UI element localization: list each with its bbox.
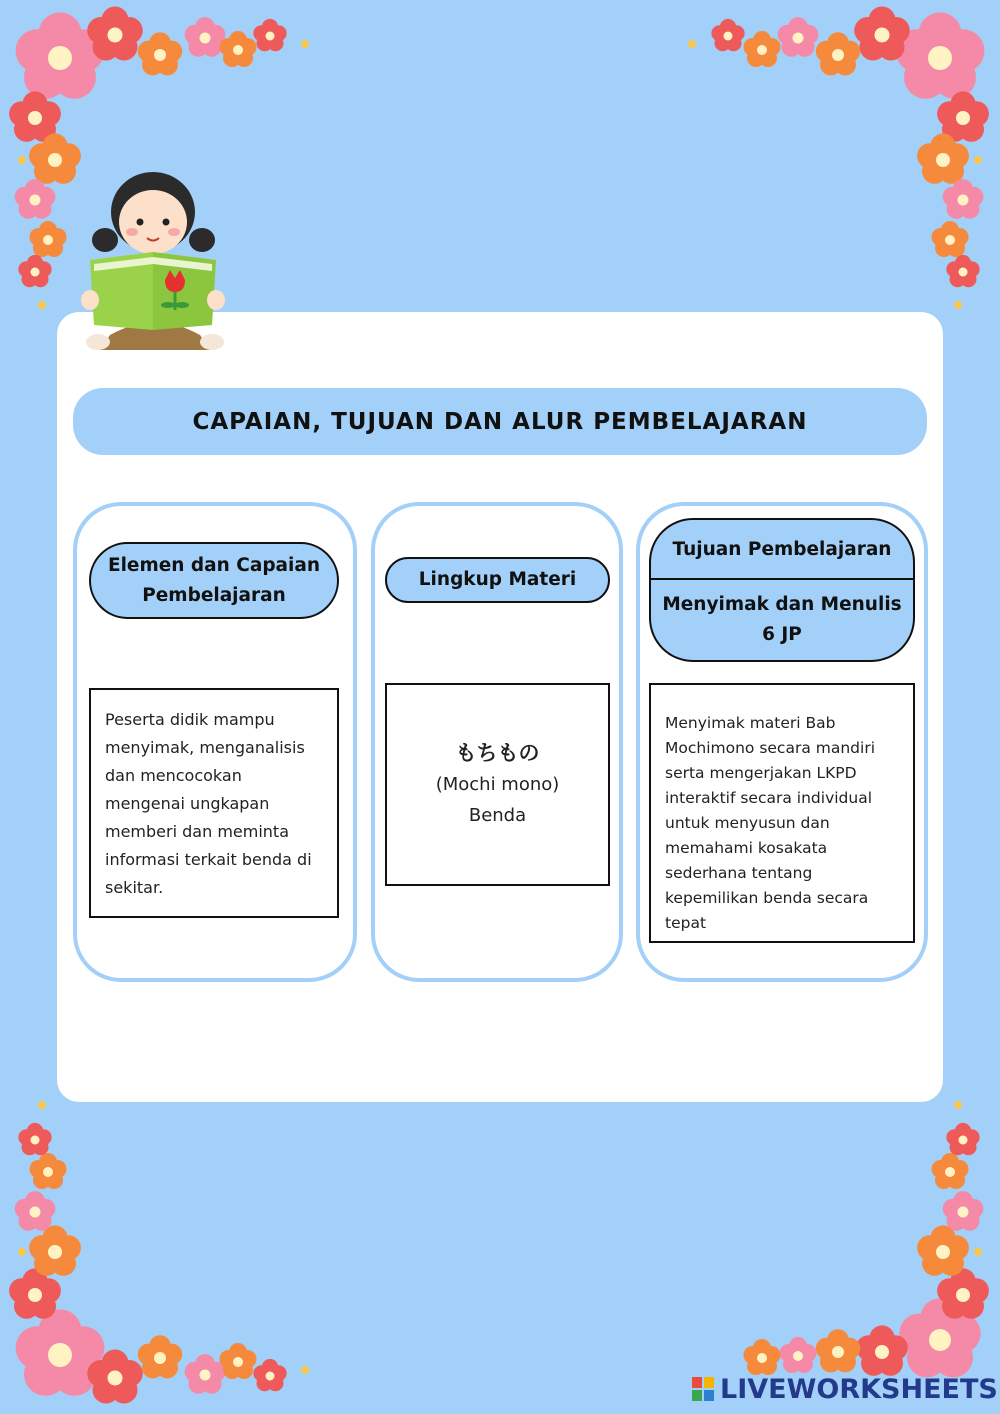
materi-japanese: もちもの (455, 741, 540, 765)
header-lingkup-materi (385, 557, 610, 603)
title-banner (73, 388, 927, 455)
tujuan-text-box (649, 683, 915, 943)
header-tujuan-label: Tujuan Pembelajaran (651, 520, 913, 580)
header-elemen-line2: Pembelajaran (142, 584, 286, 606)
elemen-capaian-text: Peserta didik mampu menyimak, menganalisis dan mencocokan mengenai ungkapan memberi dan meminta informasi terkait benda di sekitar. (105, 710, 312, 897)
brand-name: LIVEWORKSHEETS (720, 1373, 998, 1405)
page-title: CAPAIAN, TUJUAN DAN ALUR PEMBELAJARAN (192, 408, 808, 435)
lingkup-materi-text-box (385, 683, 610, 886)
header-tujuan-sub (651, 580, 913, 660)
header-tujuan-sub-line1: Menyimak dan Menulis (662, 594, 902, 615)
materi-romaji: (Mochi mono) (435, 774, 560, 795)
header-elemen-line1: Elemen dan Capaian (107, 554, 321, 576)
liveworksheets-logo-icon (692, 1375, 716, 1403)
liveworksheets-brand (692, 1372, 998, 1406)
materi-meaning: Benda (468, 805, 527, 826)
elemen-capaian-text-box (89, 688, 339, 918)
tujuan-text: Menyimak materi Bab Mochimono secara mandiri serta mengerjakan LKPD interaktif secara individual untuk menyusun dan memahami kosakata sederhana tentang kepemilikan benda secara tepat (665, 714, 875, 932)
header-tujuan-pembelajaran (649, 518, 915, 662)
girl-reading-book-illustration (80, 160, 230, 360)
header-tujuan-sub-line2: 6 JP (762, 624, 802, 645)
header-elemen-capaian (89, 542, 339, 619)
header-lingkup-materi-label: Lingkup Materi (418, 569, 577, 590)
